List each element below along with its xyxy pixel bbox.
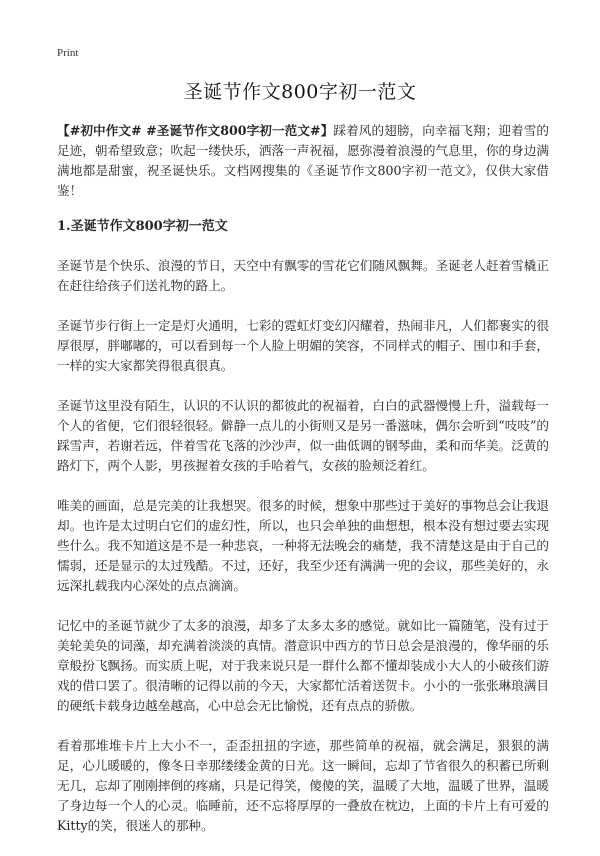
intro-paragraph	[57, 121, 549, 201]
paragraph-2: 圣诞节步行街上一定是灯火通明，七彩的霓虹灯变幻闪耀着，热闹非凡，人们都裹实的很厚很厚，胖嘟嘟的，可以看到每一个人脸上明媚的笑容，不同样式的帽子、围巾和手套，一样的实大家都笑得很真很真。	[57, 318, 549, 373]
intro-tag: 【#初中作文# #圣诞节作文800字初一范文#】	[57, 123, 334, 138]
paragraph-6: 看着那堆堆卡片上大小不一，歪歪扭扭的字迹，那些简单的祝福，就会满足，狠狠的满足，心儿暖暖的，像冬日幸那缕缕金黄的日光。这一瞬间，忘却了节省很久的积蓄已所剩无几，忘却了刚刚摔倒的疼痛，只是记得笑，傻傻的笑，温暖了大地，温暖了世界，温暖了身边每一个人的心灵。临睡前，还不忘将厚厚的一叠放在枕边，上面的卡片上有可爱的Kitty的笑，很迷人的那种。	[57, 738, 549, 833]
intro-text: 踩着风的翅膀，向幸福飞翔；迎着雪的足迹，朝希望致意；吹起一缕快乐，洒落一声祝福，愿弥漫着浪漫的气息里，你的身边满满地都是甜蜜，祝圣诞快乐。文档网搜集的《圣诞节作文800字初一范文》，仅供大家借鉴！	[57, 123, 550, 198]
paragraph-4: 唯美的画面，总是完美的让我想哭。很多的时候，想象中那些过于美好的事物总会让我退却。也许是太过明白它们的虚幻性，所以，也只会单独的曲想想，根本没有想过要去实现些什么。我不知道这是不是一种悲哀，一种将无法晚会的痛楚，我不清楚这是由于自己的懦弱，还是显示的太过残酷。不过，还好，我至少还有满满一兜的会议，那些美好的，永远深扎载我内心深处的点点滴滴。	[57, 498, 549, 593]
paragraph-3: 圣诞节这里没有陌生，认识的不认识的都彼此的祝福着，白白的武器慢慢上升，溢载每一个人的省便，它们很轻很轻。僻静一点儿的小街则又是另一番滋味，偶尔会听到“吱吱”的踩雪声，若谢若远，伴着雪花飞落的沙沙声，似一曲低调的钢琴曲，柔和而华美。泛黄的路灯下，两个人影，男孩握着女孩的手哈着气，女孩的脸颊泛着红。	[57, 398, 549, 473]
section-heading: 1.圣诞节作文800字初一范文	[57, 219, 228, 234]
page-title: 圣诞节作文800字初一范文	[183, 81, 417, 103]
article-body	[57, 121, 549, 856]
paragraph-1: 圣诞节是个快乐、浪漫的节日，天空中有飘零的雪花它们随风飘舞。圣诞老人赶着雪橇正在赶往给孩子们送礼物的路上。	[57, 258, 549, 293]
print-link[interactable]: Print	[57, 47, 79, 59]
paragraph-5: 记忆中的圣诞节就少了太多的浪漫，却多了太多太多的感觉。就如比一篇随笔，没有过于美轮美奂的词藻，却充满着淡淡的真情。潜意识中西方的节日总会是浪漫的，像华丽的乐章般扮飞飘扬。而实质上呢，对于我来说只是一群什么都不懂却装成小大人的小破孩们游戏的借口罢了。很清晰的记得以前的今天，大家都忙活着送贺卡。小小的一张张琳琅满目的硬纸卡载身边越垒越高，心中总会无比愉悦，还有点点的骄傲。	[57, 618, 549, 713]
